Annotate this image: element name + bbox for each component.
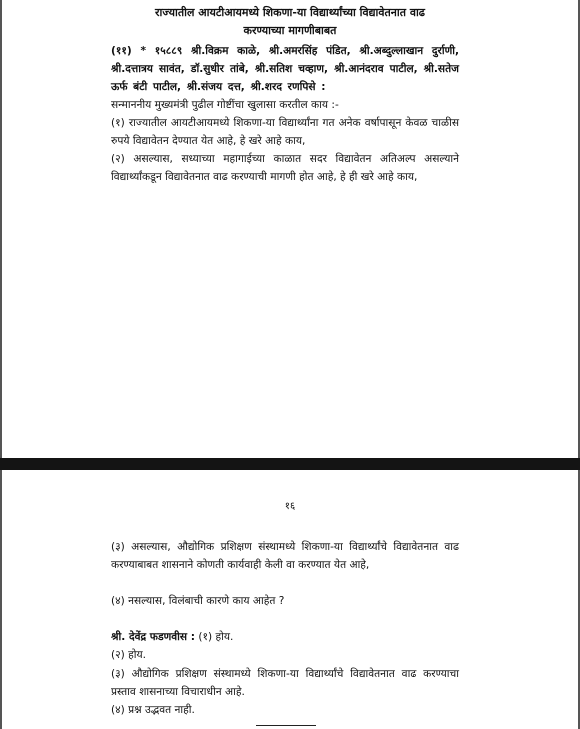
title-line-1: राज्यातील आयटीआयमध्ये शिकणा-या विद्यार्थ्यांच्या विद्यावेतनात वाढ (154, 6, 425, 19)
question-part-3: (३) असल्यास, औद्योगिक प्रशिक्षण संस्थामध्ये शिकणा-या विद्यार्थ्यांचे विद्यावेतनात वाढ करण्याबाबत शासनाने कोणती कार्यवाही केली वा करण्यात येत आहे, (111, 541, 459, 571)
answer-minister-name: श्री. देवेंद्र फडणवीस : (111, 631, 195, 643)
document-page-bottom (0, 470, 580, 729)
end-rule (256, 725, 316, 726)
question-part-4: (४) नसल्यास, विलंबाची कारणे काय आहेत ? (111, 595, 285, 607)
answer-part-4: (४) प्रश्न उद्भवत नाही. (111, 704, 195, 716)
question-title (90, 4, 490, 40)
title-line-2: करण्याच्या मागणीबाबत (243, 24, 337, 37)
question-header: (११) * १५८८९ श्री.विक्रम काळे, श्री.अमरसिंह पंडित, श्री.अब्दुल्लाखान दुर्राणी, श्री.दत्तात्रय सावंत, डॉ.सुधीर तांबे, श्री.सतिश चव्हाण, श्री.आनंदराव पाटील, श्री.सतेज ऊर्फ बंटी पाटील, श्री.संजय दत्त, श्री.शरद रणपिसे : (111, 45, 459, 93)
answer-part-3: (३) औद्योगिक प्रशिक्षण संस्थामध्ये शिकणा-या विद्यार्थ्यांचे विद्यावेतनात वाढ करण्याचा प्रस्ताव शासनाच्या विचाराधीन आहे. (111, 668, 459, 698)
answer-part-1: (१) होय. (195, 631, 234, 643)
question-part-2: (२) असल्यास, सध्याच्या महागाईच्या काळात सदर विद्यावेतन अतिअल्प असल्याने विद्यार्थ्यांकडून विद्यावेतनात वाढ करण्याची मागणी होत आहे, हे ही खरे आहे काय, (111, 153, 459, 183)
page-separator (0, 458, 580, 470)
page-number: १६ (284, 501, 296, 512)
question-part-1: (१) राज्यातील आयटीआयमध्ये शिकणा-या विद्यार्थ्यांना गत अनेक वर्षापासून केवळ चाळीस रुपये विद्यावेतन देण्यात येत आहे, हे खरे आहे काय, (111, 117, 459, 147)
answer-line-1 (111, 628, 459, 646)
answer-part-2: (२) होय. (111, 649, 147, 661)
question-intro: सन्माननीय मुख्यमंत्री पुढील गोष्टींचा खुलासा करतील काय :- (111, 99, 339, 111)
